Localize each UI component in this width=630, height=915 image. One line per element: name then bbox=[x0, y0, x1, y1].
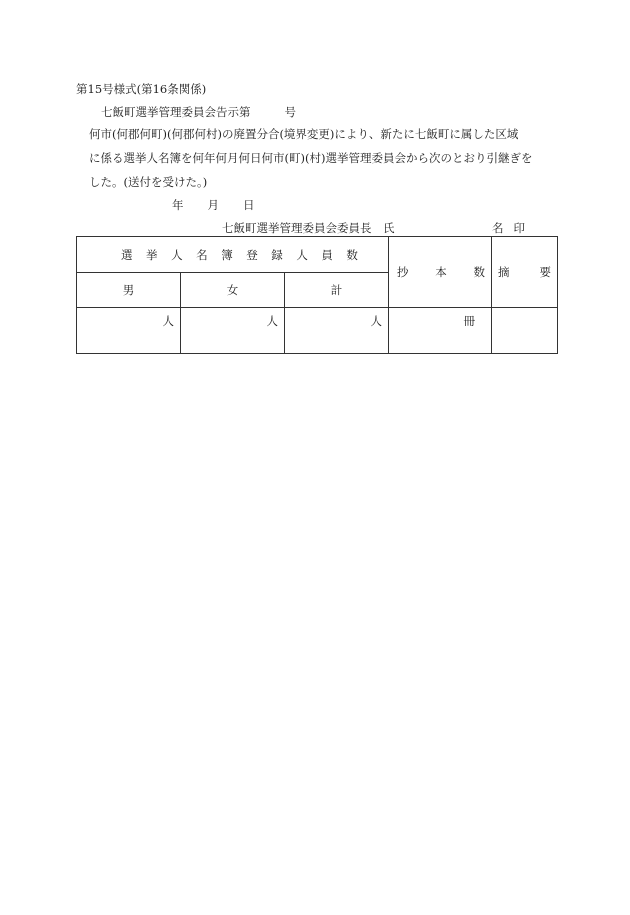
hdr-char: 登 bbox=[246, 247, 258, 262]
body-line-1: 何市(何郡何町)(何郡何村)の廃置分合(境界変更)により、新たに七飯町に属した区域 bbox=[89, 127, 519, 141]
header-female: 女 bbox=[181, 273, 285, 308]
registration-table bbox=[76, 236, 558, 354]
cell-remarks bbox=[492, 308, 558, 354]
body-line-2: に係る選挙人名簿を何年何月何日何市(町)(村)選挙管理委員会から次のとおり引継ぎを bbox=[89, 151, 533, 165]
cell-total-count: 人 bbox=[285, 308, 389, 354]
header-registered-count bbox=[77, 237, 389, 273]
hdr-char: 抄 bbox=[397, 265, 409, 279]
hdr-char: 摘 bbox=[498, 265, 510, 279]
date-month: 月 bbox=[207, 198, 219, 212]
hdr-char: 人 bbox=[296, 247, 308, 262]
notice-suffix: 号 bbox=[284, 105, 296, 119]
cell-male-count: 人 bbox=[77, 308, 181, 354]
hdr-char: 挙 bbox=[146, 247, 158, 262]
hdr-char: 簿 bbox=[221, 247, 233, 262]
chair-signature: 七飯町選挙管理委員会委員長 氏 bbox=[222, 221, 395, 235]
body-line-3: した。(送付を受けた。) bbox=[89, 175, 208, 189]
date-line bbox=[172, 200, 279, 212]
header-copies bbox=[389, 237, 492, 308]
date-year: 年 bbox=[172, 198, 184, 212]
form-title: 第15号様式(第16条関係) bbox=[76, 82, 207, 96]
header-remarks bbox=[492, 237, 558, 308]
signature-name: 名 bbox=[492, 221, 504, 235]
hdr-char: 本 bbox=[435, 265, 447, 279]
hdr-char: 数 bbox=[473, 265, 486, 279]
hdr-char: 要 bbox=[539, 265, 552, 279]
signature-seal: 印 bbox=[513, 221, 525, 235]
notice-number-line bbox=[101, 107, 296, 119]
hdr-char: 数 bbox=[346, 247, 358, 262]
header-male: 男 bbox=[77, 273, 181, 308]
seal-line bbox=[492, 223, 525, 235]
hdr-char: 選 bbox=[121, 247, 133, 262]
cell-female-count: 人 bbox=[181, 308, 285, 354]
cell-copies-count: 冊 bbox=[389, 308, 492, 354]
date-day: 日 bbox=[243, 198, 255, 212]
hdr-char: 人 bbox=[171, 247, 183, 262]
hdr-char: 員 bbox=[321, 247, 333, 262]
header-total: 計 bbox=[285, 273, 389, 308]
hdr-char: 録 bbox=[271, 247, 283, 262]
hdr-char: 名 bbox=[196, 247, 208, 262]
notice-prefix: 七飯町選挙管理委員会告示第 bbox=[101, 105, 251, 119]
